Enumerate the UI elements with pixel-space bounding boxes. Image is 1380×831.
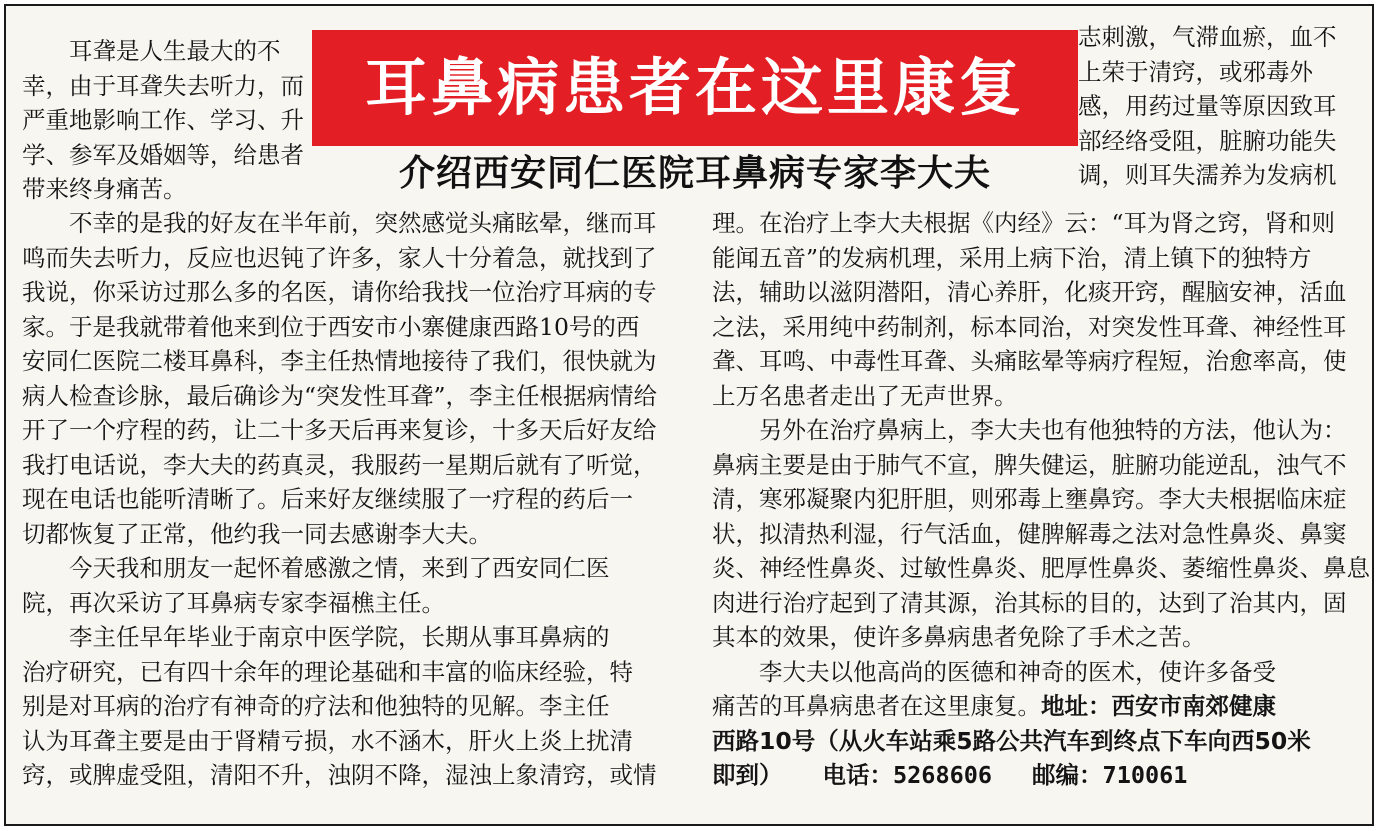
text-line: 能闻五音”的发病机理，采用上病下治，清上镇下的独特方 (712, 243, 1312, 272)
text-line: 现在电话也能听清晰了。后来好友继续服了一疗程的药后一 (22, 485, 633, 513)
text-line: 志刺激，气滞血瘀，血不 (1078, 23, 1337, 51)
text-line: 肉进行治疗起到了清其源，治其标的目的，达到了治其内，固 (712, 588, 1347, 617)
left-column (22, 206, 692, 793)
text-line: 鼻病主要是由于肺气不宣，脾失健运，脏腑功能逆乱，浊气不 (712, 450, 1347, 479)
top-right-text-block (1078, 20, 1370, 193)
text-line: 状，拟清热利湿，行气活血，健脾解毒之法对急性鼻炎、鼻窦 (712, 519, 1347, 548)
address-text: 地址：西安市南郊健康 (1041, 692, 1276, 720)
text-line: 开了一个疗程的药，让二十多天后再来复诊，十多天后好友给 (22, 416, 657, 444)
text-line: 部经络受阻，脏腑功能失 (1078, 126, 1337, 155)
text-line: 耳聋是人生最大的不 (22, 37, 281, 65)
text-line: 之法，采用纯中药制剂，标本同治，对突发性耳聋、神经性耳 (712, 312, 1347, 341)
text-line: 院，再次采访了耳鼻病专家李福樵主任。 (22, 588, 445, 617)
text-line: 鸣而失去听力，反应也迟钝了许多，家人十分着急，就找到了 (22, 243, 657, 272)
subheadline: 介绍西安同仁医院耳鼻病专家李大夫 (398, 153, 991, 194)
headline: 耳鼻病患者在这里康复 (364, 51, 1025, 124)
text-line: 安同仁医院二楼耳鼻科，李主任热情地接待了我们，很快就为 (22, 347, 657, 375)
text-line: 切都恢复了正常，他约我一同去感谢李大夫。 (22, 519, 492, 548)
text-line: 调，则耳失濡养为发病机 (1078, 161, 1337, 189)
text-line: 我打电话说，李大夫的药真灵，我服药一星期后就有了听觉， (22, 450, 657, 479)
text-line: 上万名患者走出了无声世界。 (712, 381, 1018, 410)
text-line: 学、参军及婚姻等，给患者 (22, 140, 304, 169)
postcode-number: 710061 (1102, 761, 1188, 789)
text-line: 感，用药过量等原因致耳 (1078, 92, 1337, 120)
text-line: 病人检查诊脉，最后确诊为“突发性耳聋”，李主任根据病情给 (22, 381, 658, 410)
text-line: 认为耳聋主要是由于肾精亏损，水不涵木，肝火上炎上扰清 (22, 726, 633, 755)
intro-paragraph-block (22, 34, 312, 207)
text-line: 李主任早年毕业于南京中医学院，长期从事耳鼻病的 (22, 623, 610, 651)
text-line: 带来终身痛苦。 (22, 175, 187, 203)
text-line: 清，寒邪凝聚内犯肝胆，则邪毒上壅鼻窍。李大夫根据临床症 (712, 485, 1347, 513)
address-line: 西路10号（从火车站乘5路公共汽车到终点下车向西50米 (712, 726, 1311, 755)
contact-line (712, 758, 1372, 793)
text-line: 炎、神经性鼻炎、过敏性鼻炎、肥厚性鼻炎、萎缩性鼻炎、鼻息 (712, 554, 1370, 582)
text-line: 不幸的是我的好友在半年前，突然感觉头痛眩晕，继而耳 (22, 209, 657, 237)
newspaper-clipping (4, 4, 1374, 826)
address-end: 即到） (712, 761, 783, 789)
headline-banner (312, 30, 1078, 146)
text-line: 窍，或脾虚受阻，清阳不升，浊阴不降，湿浊上象清窍，或情 (22, 761, 657, 789)
text-line: 家。于是我就带着他来到位于西安市小寨健康西路10号的西 (22, 312, 640, 341)
text-line: 严重地影响工作、学习、升 (22, 106, 304, 134)
text-line: 上荣于清窍，或邪毒外 (1078, 57, 1313, 86)
text-line: 法，辅助以滋阴潜阳，清心养肝，化痰开窍，醒脑安神，活血 (712, 278, 1347, 306)
text-line: 幸，由于耳聋失去听力，而 (22, 71, 304, 100)
text-line (712, 689, 1372, 724)
text-line: 我说，你采访过那么多的名医，请你给我找一位治疗耳病的专 (22, 278, 657, 306)
postcode-label: 邮编： (1032, 761, 1103, 789)
text-line: 另外在治疗鼻病上，李大夫也有他独特的方法，他认为： (712, 416, 1347, 444)
text-line: 别是对耳病的治疗有神奇的疗法和他独特的见解。李主任 (22, 692, 610, 720)
text-line: 聋、耳鸣、中毒性耳聋、头痛眩晕等病疗程短，治愈率高，使 (712, 347, 1347, 375)
phone-label: 电话： (822, 761, 893, 789)
closing-text: 痛苦的耳鼻病患者在这里康复。 (712, 692, 1041, 720)
phone-number: 5268606 (893, 761, 993, 789)
text-line: 李大夫以他高尚的医德和神奇的医术，使许多备受 (712, 657, 1276, 686)
right-column (712, 206, 1372, 793)
text-line: 其本的效果，使许多鼻病患者免除了手术之苦。 (712, 623, 1206, 651)
text-line: 治疗研究，已有四十余年的理论基础和丰富的临床经验，特 (22, 657, 633, 686)
text-line: 今天我和朋友一起怀着感激之情，来到了西安同仁医 (22, 554, 610, 582)
text-line: 理。在治疗上李大夫根据《内经》云：“耳为肾之窍，肾和则 (712, 209, 1336, 237)
